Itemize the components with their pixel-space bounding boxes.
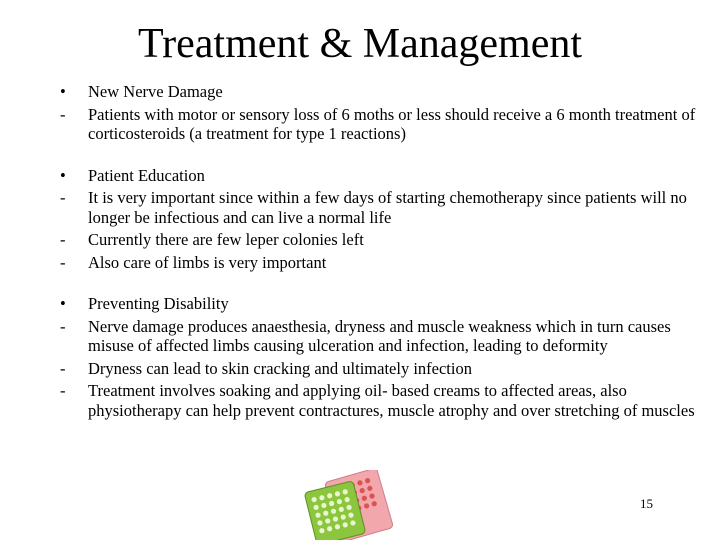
- list-item: [60, 381, 700, 420]
- section-heading-patient-education: [60, 166, 700, 186]
- pill-pack-icon: [302, 470, 398, 540]
- list-item: [60, 188, 700, 227]
- dash-icon: -: [60, 381, 66, 400]
- spacer: [60, 147, 700, 166]
- list-item: [60, 253, 700, 273]
- list-item: [60, 105, 700, 144]
- point-text: Currently there are few leper colonies left: [88, 230, 364, 249]
- point-text: Patients with motor or sensory loss of 6 moths or less should receive a 6 month treatment of corticosteroids (a treatment for type 1 reactions): [88, 104, 696, 143]
- list-item: [60, 317, 700, 356]
- section-heading-new-nerve-damage: [60, 82, 700, 102]
- bullet-icon: •: [60, 294, 66, 313]
- point-text: Dryness can lead to skin cracking and ultimately infection: [88, 358, 472, 378]
- bullet-icon: •: [60, 165, 66, 185]
- dash-icon: -: [60, 188, 66, 207]
- section-heading-preventing-disability: [60, 294, 700, 314]
- heading-text: Preventing Disability: [88, 294, 229, 313]
- point-text: Treatment involves soaking and applying oil- based creams to affected areas, also physiotherapy can help prevent contractures, muscle atrophy and over stretching of muscles: [88, 381, 695, 420]
- dash-icon: -: [60, 230, 66, 249]
- point-text: It is very important since within a few days of starting chemotherapy since patients will no longer be infectious and can live a normal life: [88, 188, 687, 227]
- point-text: Also care of limbs is very important: [88, 252, 327, 272]
- heading-text: Patient Education: [88, 165, 205, 185]
- page-number: 15: [640, 496, 653, 511]
- slide-content: [60, 82, 700, 423]
- list-item: [60, 359, 700, 379]
- spacer: [60, 275, 700, 294]
- dash-icon: -: [60, 104, 66, 124]
- point-text: Nerve damage produces anaesthesia, dryness and muscle weakness which in turn causes misuse of affected limbs causing ulceration and infection, leading to deformity: [88, 316, 671, 355]
- dash-icon: -: [60, 316, 66, 336]
- dash-icon: -: [60, 252, 66, 272]
- list-item: [60, 230, 700, 250]
- dash-icon: -: [60, 358, 66, 378]
- bullet-icon: •: [60, 82, 66, 101]
- slide-title: Treatment & Management: [137, 21, 582, 67]
- heading-text: New Nerve Damage: [88, 82, 223, 101]
